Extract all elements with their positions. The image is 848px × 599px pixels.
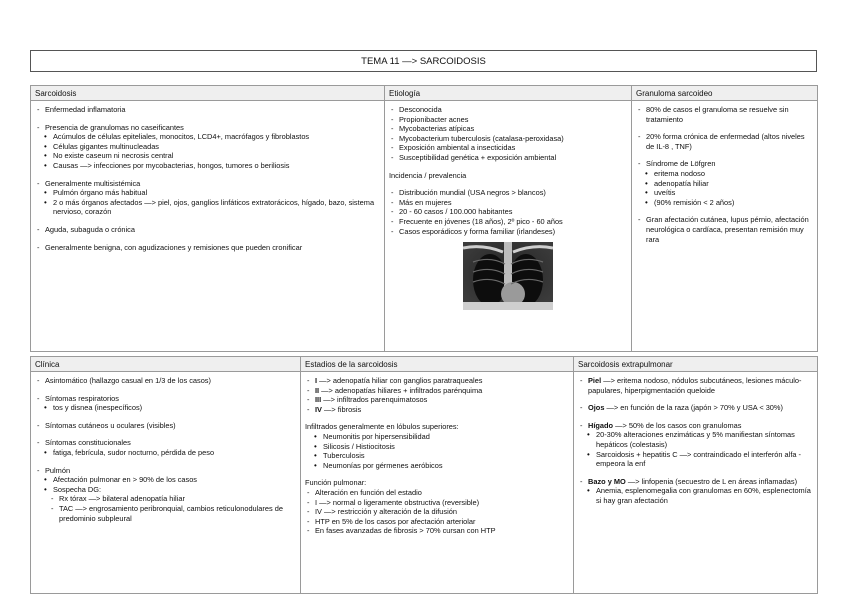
dash-icon: -	[580, 376, 583, 385]
cell-granuloma	[632, 101, 818, 352]
item-text: Casos esporádicos y forma familiar (irlandeses)	[399, 226, 556, 236]
dash-icon: -	[307, 385, 310, 395]
item-label: I	[315, 376, 318, 385]
list-item	[389, 227, 627, 237]
item-text: 2 o más órganos afectados —> piel, ojos, ganglios linfáticos extratorácicos, hígado, bazo, sistema nervioso, corazón	[53, 197, 375, 217]
list-item	[35, 421, 296, 431]
cell-clinica	[31, 372, 301, 594]
item-text: Incidencia / prevalencia	[389, 170, 467, 180]
item-text: Infiltrados generalmente en lóbulos superiores:	[305, 422, 459, 432]
bullet-icon: •	[44, 403, 47, 413]
list-item	[35, 198, 380, 217]
item-text: I —> normal o ligeramente obstructiva (reversible)	[315, 497, 480, 507]
list-item	[389, 134, 627, 144]
list-item	[35, 466, 296, 476]
item-text: —> eritema nodoso, nódulos subcutáneos, lesiones máculo-papulares, hiperpigmentación queloide	[588, 376, 802, 395]
spacer	[35, 115, 380, 123]
bullet-icon: •	[587, 430, 590, 440]
item-text: 20% forma crónica de enfermedad (altos niveles de IL-8 , TNF)	[646, 132, 805, 151]
item-text: Desconocida	[399, 105, 442, 114]
dash-icon: -	[391, 207, 394, 217]
list-item	[35, 448, 296, 458]
list-item	[35, 132, 380, 142]
list-item	[636, 105, 813, 124]
list-item	[35, 394, 296, 404]
item-text: —> linfopenia (secuestro de L en áreas inflamadas)	[625, 476, 798, 486]
item-text: Causas —> infecciones por mycobacterias, hongos, tumores o beriliosis	[53, 160, 290, 170]
list-item	[35, 438, 296, 448]
spacer	[35, 235, 380, 243]
item-label: Bazo y MO	[588, 476, 626, 486]
list-item	[305, 507, 569, 517]
item-text: eritema nodoso	[654, 168, 705, 178]
bullet-icon: •	[314, 460, 317, 470]
dash-icon: -	[37, 242, 40, 252]
item-text: Síntomas constitucionales	[45, 438, 131, 448]
bullet-icon: •	[587, 486, 590, 496]
item-text: Generalmente benigna, con agudizaciones y remisiones que pueden cronificar	[45, 242, 303, 252]
list-item	[389, 217, 627, 227]
item-text: Anemia, esplenomegalia con granulomas en 60%, esplenectomía si hay gran afectación	[596, 486, 811, 505]
item-text: Mycobacterium tuberculosis (catalasa-peroxidasa)	[399, 133, 564, 143]
spacer	[389, 163, 627, 171]
list-item	[35, 504, 296, 523]
list-item	[578, 477, 813, 487]
item-text: Sospecha DG:	[53, 484, 102, 494]
dash-icon: -	[307, 376, 310, 385]
dash-icon: -	[391, 216, 394, 226]
item-text: Gran afectación cutánea, lupus pérnio, afectación neurológica o cardíaca, presentan remisión muy rara	[646, 215, 809, 244]
subheading	[305, 422, 569, 432]
header-estadios: Estadios de la sarcoidosis	[301, 357, 574, 372]
list-item	[305, 386, 569, 396]
bullet-icon: •	[314, 441, 317, 451]
list-item	[389, 105, 627, 115]
item-text: Exposición ambiental a insecticidas	[399, 143, 516, 153]
cell-extrapulmonar	[574, 372, 818, 594]
dash-icon: -	[391, 226, 394, 236]
list-item	[578, 430, 813, 449]
item-label: Ojos	[588, 403, 605, 413]
item-text: Neumonías por gérmenes aeróbicos	[323, 460, 443, 470]
header-extrapulmonar: Sarcoidosis extrapulmonar	[574, 357, 818, 372]
list-item	[305, 395, 569, 405]
list-item	[35, 494, 296, 504]
item-text: —> adenopatías hiliares + infiltrados parénquima	[319, 385, 483, 395]
spacer	[35, 217, 380, 225]
dash-icon: -	[391, 105, 394, 114]
dash-icon: -	[51, 503, 54, 513]
item-text: uveítis	[654, 188, 676, 198]
item-text: Sarcoidosis + hepatitis C —> contraindicado el interferón alfa - empeora la enf	[596, 449, 801, 469]
bullet-icon: •	[44, 151, 47, 161]
spacer	[305, 414, 569, 422]
dash-icon: -	[37, 393, 40, 403]
bullet-icon: •	[44, 447, 47, 457]
dash-icon: -	[580, 420, 583, 430]
item-label: IV	[315, 404, 322, 414]
item-text: Propionibacter acnes	[399, 114, 469, 124]
bullet-icon: •	[44, 141, 47, 151]
list-item	[35, 485, 296, 495]
list-item	[636, 215, 813, 244]
bullet-icon: •	[587, 449, 590, 459]
item-text: Afectación pulmonar en > 90% de los casos	[53, 475, 197, 485]
spacer	[35, 171, 380, 179]
list-item	[305, 432, 569, 442]
dash-icon: -	[307, 516, 310, 526]
item-label: III	[315, 395, 322, 405]
spacer	[578, 395, 813, 403]
list-item	[636, 169, 813, 179]
cell-etiologia	[385, 101, 632, 352]
dash-icon: -	[391, 114, 394, 124]
item-text: adenopatía hiliar	[654, 178, 709, 188]
list-item	[35, 105, 380, 115]
subheading	[389, 171, 627, 181]
item-text: —> adenopatía hiliar con ganglios paratraqueales	[317, 376, 483, 385]
list-item	[636, 198, 813, 208]
list-item	[35, 225, 380, 235]
spacer	[636, 124, 813, 132]
spacer	[389, 180, 627, 188]
bullet-icon: •	[44, 132, 47, 142]
item-text: Pulmón	[45, 465, 71, 475]
dash-icon: -	[391, 152, 394, 162]
dash-icon: -	[37, 438, 40, 448]
list-item	[305, 498, 569, 508]
item-text: Distribución mundial (USA negros > blancos)	[399, 188, 546, 198]
item-text: Neumonitis por hipersensibilidad	[323, 431, 430, 441]
header-etiologia: Etiología	[385, 86, 632, 101]
item-text: tos y disnea (inespecíficos)	[53, 403, 143, 413]
item-text: Células gigantes multinucleadas	[53, 141, 159, 151]
list-item	[305, 526, 569, 536]
list-item	[389, 124, 627, 134]
list-item	[636, 179, 813, 189]
chest-xray-image	[463, 242, 553, 310]
item-text: —> 50% de los casos con granulomas	[613, 420, 742, 430]
item-text: —> infiltrados parenquimatosos	[321, 395, 428, 405]
dash-icon: -	[307, 404, 310, 414]
item-text: fatiga, febrícula, sudor nocturno, pérdida de peso	[53, 447, 215, 457]
spacer	[636, 207, 813, 215]
item-text: Síndrome de Löfgren	[646, 159, 716, 169]
list-item	[578, 403, 813, 413]
item-text: Rx tórax —> bilateral adenopatía hiliar	[59, 494, 185, 504]
item-text: IV —> restricción y alteración de la difusión	[315, 507, 457, 517]
item-text: Tuberculosis	[323, 451, 365, 461]
dash-icon: -	[37, 420, 40, 430]
item-text: Síntomas respiratorios	[45, 393, 119, 403]
bullet-icon: •	[314, 451, 317, 461]
list-item	[636, 132, 813, 151]
item-text: —> fibrosis	[321, 404, 362, 414]
top-table	[30, 85, 818, 352]
list-item	[35, 142, 380, 152]
item-text: Síntomas cutáneos u oculares (visibles)	[45, 420, 176, 430]
list-item	[35, 475, 296, 485]
list-item	[305, 442, 569, 452]
dash-icon: -	[307, 487, 310, 497]
item-text: Alteración en función del estadio	[315, 487, 422, 497]
item-text: Generalmente multisistémica	[45, 178, 141, 188]
list-item	[389, 188, 627, 198]
dash-icon: -	[638, 159, 641, 169]
bullet-icon: •	[645, 168, 648, 178]
list-item	[35, 161, 380, 171]
list-item	[578, 450, 813, 469]
bullet-icon: •	[44, 475, 47, 485]
dash-icon: -	[307, 395, 310, 405]
spacer	[35, 458, 296, 466]
list-item	[35, 123, 380, 133]
item-text: Función pulmonar:	[305, 478, 367, 488]
item-text: No existe caseum ni necrosis central	[53, 151, 174, 161]
dash-icon: -	[307, 497, 310, 507]
bullet-icon: •	[44, 197, 47, 207]
list-item	[389, 115, 627, 125]
item-text: 80% de casos el granuloma se resuelve sin tratamiento	[646, 105, 789, 124]
item-text: Presencia de granulomas no caseificantes	[45, 122, 184, 132]
dash-icon: -	[638, 105, 641, 114]
item-text: Aguda, subaguda o crónica	[45, 224, 135, 234]
list-item	[305, 461, 569, 471]
header-sarcoidosis: Sarcoidosis	[31, 86, 385, 101]
bullet-icon: •	[44, 188, 47, 198]
bullet-icon: •	[44, 484, 47, 494]
spacer	[35, 386, 296, 394]
clinica-list	[35, 376, 296, 523]
spacer	[35, 430, 296, 438]
spacer	[636, 151, 813, 159]
page-title: TEMA 11 —> SARCOIDOSIS	[30, 50, 817, 72]
header-granuloma: Granuloma sarcoideo	[632, 86, 818, 101]
subheading	[305, 478, 569, 488]
item-text: HTP en 5% de los casos por afectación arteriolar	[315, 516, 476, 526]
extrapulmonar-list	[578, 376, 813, 506]
bullet-icon: •	[314, 431, 317, 441]
dash-icon: -	[37, 376, 40, 385]
spacer	[35, 413, 296, 421]
dash-icon: -	[37, 105, 40, 114]
list-item	[305, 488, 569, 498]
item-text: 20-30% alteraciones enzimáticas y 5% manifiestan síntomas hepáticos (colestasis)	[596, 430, 795, 449]
list-item	[389, 207, 627, 217]
dash-icon: -	[37, 465, 40, 475]
dash-icon: -	[37, 122, 40, 132]
bullet-icon: •	[44, 160, 47, 170]
list-item	[578, 376, 813, 395]
list-item	[578, 421, 813, 431]
item-text: Acúmulos de células epiteliales, monocitos, LCD4+, macrófagos y fibroblastos	[53, 132, 310, 142]
item-text: —> en función de la raza (japón > 70% y USA < 30%)	[604, 403, 783, 413]
dash-icon: -	[391, 143, 394, 153]
item-text: Pulmón órgano más habitual	[53, 188, 148, 198]
list-item	[35, 403, 296, 413]
dash-icon: -	[391, 197, 394, 207]
list-item	[389, 198, 627, 208]
dash-icon: -	[391, 133, 394, 143]
dash-icon: -	[580, 403, 583, 413]
spacer	[305, 470, 569, 478]
dash-icon: -	[37, 178, 40, 188]
list-item	[35, 188, 380, 198]
list-item	[389, 143, 627, 153]
dash-icon: -	[307, 507, 310, 517]
bullet-icon: •	[645, 188, 648, 198]
dash-icon: -	[638, 215, 641, 225]
list-item	[35, 151, 380, 161]
bullet-icon: •	[645, 197, 648, 207]
item-text: Más en mujeres	[399, 197, 452, 207]
list-item	[389, 153, 627, 163]
item-text: Asintomático (hallazgo casual en 1/3 de los casos)	[45, 376, 211, 385]
list-item	[305, 517, 569, 527]
granuloma-list	[636, 105, 813, 244]
bottom-table	[30, 356, 818, 594]
list-item	[578, 486, 813, 505]
dash-icon: -	[307, 526, 310, 536]
sarcoidosis-list	[35, 105, 380, 252]
list-item	[35, 243, 380, 253]
cell-estadios	[301, 372, 574, 594]
dash-icon: -	[391, 124, 394, 134]
dash-icon: -	[391, 188, 394, 198]
list-item	[305, 405, 569, 415]
bullet-icon: •	[645, 178, 648, 188]
item-text: Silicosis / Histiocitosis	[323, 441, 395, 451]
item-label: II	[315, 385, 320, 395]
item-text: En fases avanzadas de fibrosis > 70% cursan con HTP	[315, 526, 496, 536]
spacer	[578, 413, 813, 421]
dash-icon: -	[580, 476, 583, 486]
list-item	[636, 188, 813, 198]
item-text: Mycobacterias atípicas	[399, 124, 475, 134]
header-clinica: Clínica	[31, 357, 301, 372]
spacer	[578, 469, 813, 477]
estadios-list	[305, 376, 569, 536]
item-label: Piel	[588, 376, 602, 385]
cell-sarcoidosis	[31, 101, 385, 352]
dash-icon: -	[37, 224, 40, 234]
item-label: Hígado	[588, 420, 614, 430]
item-text: (90% remisión < 2 años)	[654, 197, 735, 207]
list-item	[305, 376, 569, 386]
item-text: Susceptibilidad genética + exposición ambiental	[399, 152, 557, 162]
list-item	[35, 179, 380, 189]
item-text: TAC —> engrosamiento peribronquial, cambios reticulonodulares de predominio subpleural	[59, 503, 283, 523]
dash-icon: -	[51, 494, 54, 504]
list-item	[35, 376, 296, 386]
dash-icon: -	[638, 132, 641, 142]
item-text: Frecuente en jóvenes (18 años), 2º pico - 60 años	[399, 216, 563, 226]
item-text: 20 - 60 casos / 100.000 habitantes	[399, 207, 513, 217]
list-item	[636, 159, 813, 169]
item-text: Enfermedad inflamatoria	[45, 105, 126, 114]
etiologia-list	[389, 105, 627, 236]
list-item	[305, 451, 569, 461]
